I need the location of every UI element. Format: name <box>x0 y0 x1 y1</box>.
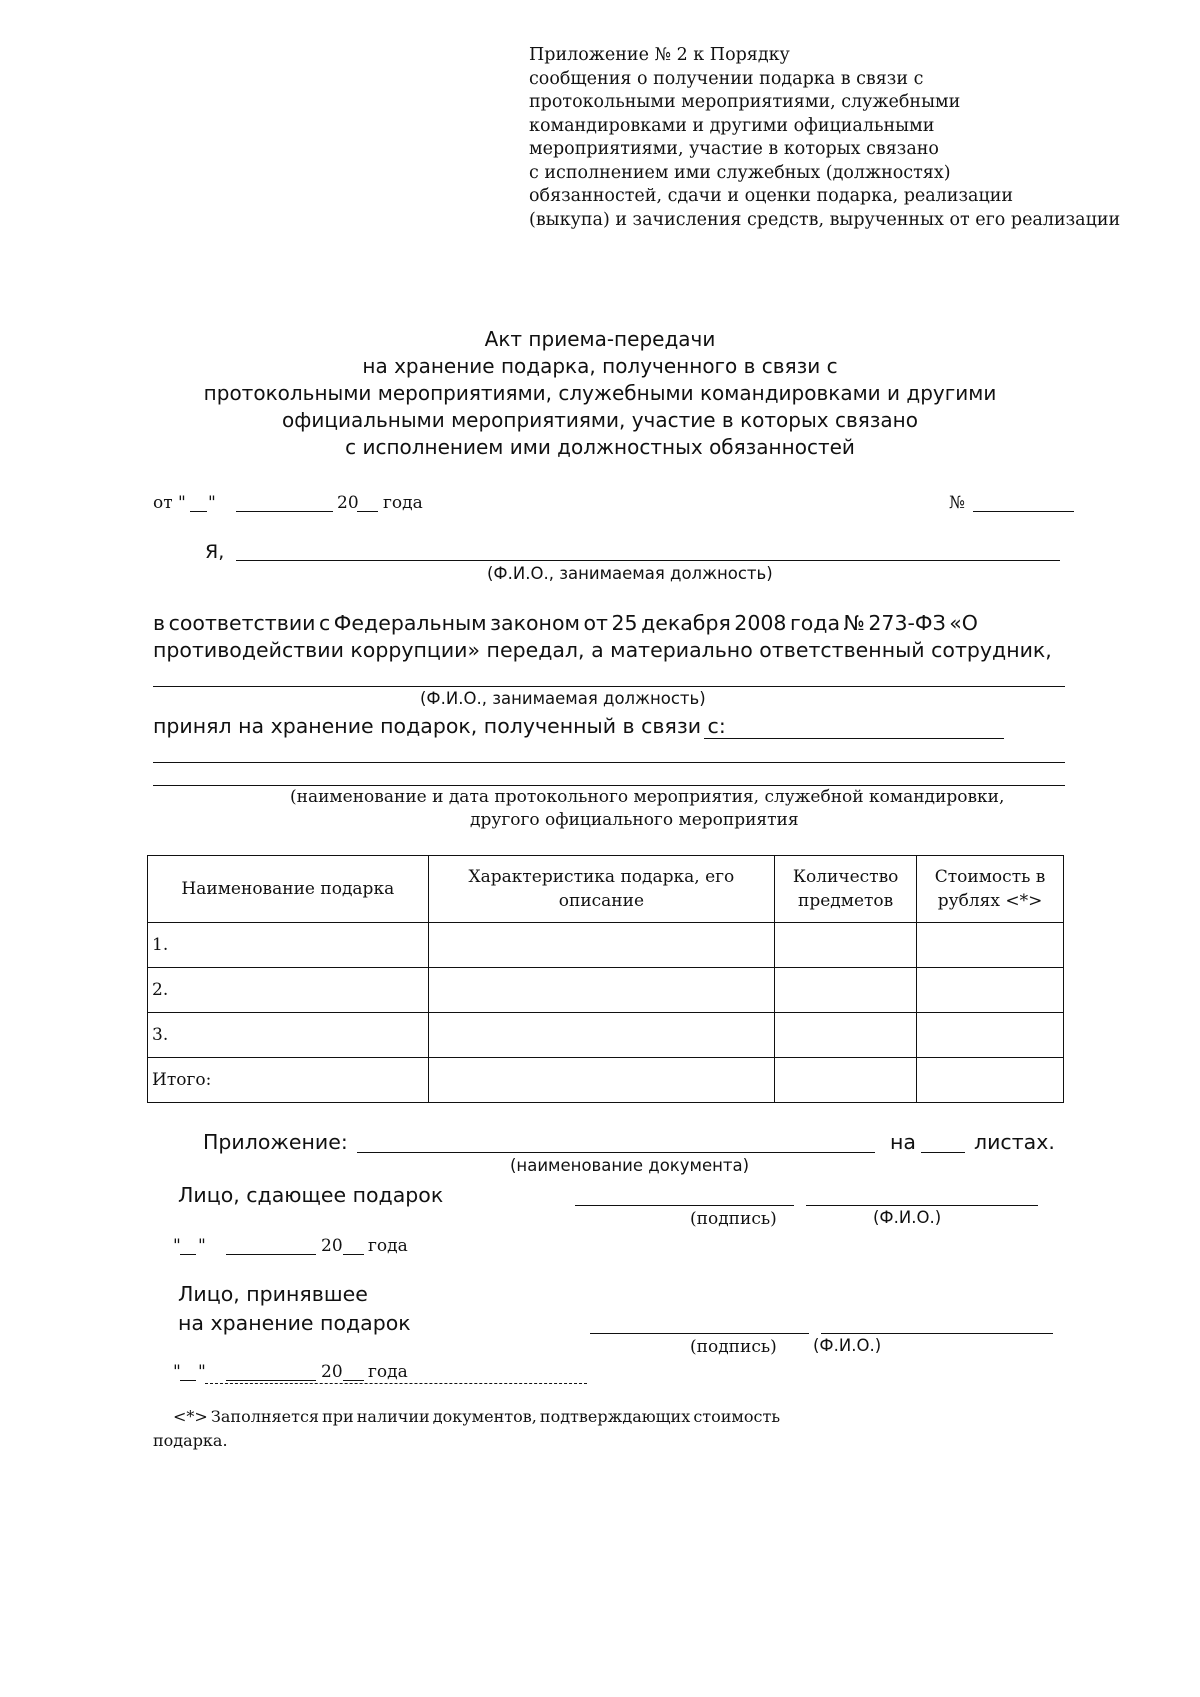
table-cell[interactable] <box>428 968 775 1013</box>
declarant-caption: (Ф.И.О., занимаемая должность) <box>487 564 773 583</box>
header-cost-line1: Стоимость в <box>934 867 1046 887</box>
header-gift-description <box>428 856 775 923</box>
title-line: официальными мероприятиями, участие в которых связано <box>282 408 918 432</box>
document-title <box>0 326 1200 461</box>
table-cell[interactable] <box>428 923 775 968</box>
receiver-signature-name-field[interactable] <box>821 1333 1053 1334</box>
body-line-1: в соответствии с Федеральным законом от 25 декабря 2008 года № 273-ФЗ «О <box>153 611 978 635</box>
receiver-caption: (Ф.И.О., занимаемая должность) <box>420 689 706 708</box>
date-from-prefix: от " <box>153 493 186 513</box>
receiver-date-close: " <box>198 1362 206 1382</box>
attachment-name-field[interactable] <box>357 1152 875 1153</box>
table-cell[interactable] <box>775 923 917 968</box>
giver-name-caption: (Ф.И.О.) <box>873 1208 942 1227</box>
table-cell[interactable] <box>917 1058 1064 1103</box>
receiver-year-prefix: 20 <box>321 1362 343 1382</box>
title-line: Акт приема-передачи <box>484 327 716 351</box>
row-label: 2. <box>148 968 429 1013</box>
row-label: Итого: <box>148 1058 429 1103</box>
receiver-name-caption: (Ф.И.О.) <box>813 1336 882 1355</box>
receiver-name-field[interactable] <box>153 686 1065 687</box>
event-field-2[interactable] <box>153 762 1065 763</box>
annex-reference <box>529 44 1120 232</box>
header-cost-line2: рублях <*> <box>937 891 1043 911</box>
table-cell[interactable] <box>775 968 917 1013</box>
table-cell[interactable] <box>917 923 1064 968</box>
attachment-sheets-field[interactable] <box>921 1152 965 1153</box>
date-year-field[interactable] <box>357 511 378 512</box>
attachment-on: на <box>890 1130 916 1154</box>
title-line: протокольными мероприятиями, служебными командировками и другими <box>203 381 997 405</box>
giver-name-field[interactable] <box>806 1205 1038 1206</box>
giver-label: Лицо, сдающее подарок <box>178 1183 444 1207</box>
receiver-year-field[interactable] <box>343 1380 364 1381</box>
annex-line: (выкупа) и зачисления средств, вырученных от его реализации <box>529 209 1121 230</box>
table-cell[interactable] <box>917 1013 1064 1058</box>
giver-year-suffix: года <box>368 1236 408 1256</box>
row-label: 3. <box>148 1013 429 1058</box>
date-day-field[interactable] <box>190 511 207 512</box>
giver-year-field[interactable] <box>343 1254 364 1255</box>
header-quantity <box>775 856 917 923</box>
act-number-field[interactable] <box>973 511 1074 512</box>
annex-line: мероприятиями, участие в которых связано <box>529 139 939 159</box>
header-gift-description-line1: Характеристика подарка, его <box>468 867 735 887</box>
header-gift-description-line2: описание <box>558 891 645 911</box>
receiver-signature-caption: (подпись) <box>690 1337 777 1357</box>
attachment-sheets: листах. <box>974 1130 1055 1154</box>
event-field-3[interactable] <box>153 785 1065 786</box>
table-cell[interactable] <box>917 968 1064 1013</box>
title-line: на хранение подарка, полученного в связи с <box>362 354 838 378</box>
table-cell[interactable] <box>428 1013 775 1058</box>
attachment-label: Приложение: <box>203 1130 348 1154</box>
receiver-signature-field[interactable] <box>590 1333 809 1334</box>
receiver-year-suffix: года <box>368 1362 408 1382</box>
table-cell[interactable] <box>775 1013 917 1058</box>
header-quantity-line2: предметов <box>797 891 894 911</box>
giver-signature-field[interactable] <box>575 1205 794 1206</box>
header-cost <box>917 856 1064 923</box>
date-quote-close: " <box>208 493 216 513</box>
gifts-table <box>147 855 1064 1103</box>
declarant-prefix: Я, <box>205 541 225 563</box>
table-header-row <box>148 856 1064 923</box>
table-row <box>148 968 1064 1013</box>
number-sign: № <box>949 493 966 513</box>
table-row <box>148 923 1064 968</box>
body-line-3: принял на хранение подарок, полученный в связи с: <box>153 714 726 738</box>
event-caption-2: другого официального мероприятия <box>470 810 799 830</box>
attachment-caption: (наименование документа) <box>510 1156 750 1175</box>
table-row <box>148 1013 1064 1058</box>
date-year-prefix: 20 <box>337 493 359 513</box>
table-cell[interactable] <box>428 1058 775 1103</box>
giver-date-day-field[interactable] <box>180 1254 196 1255</box>
row-label: 1. <box>148 923 429 968</box>
receiver-label-line1: Лицо, принявшее <box>178 1282 368 1306</box>
annex-line: Приложение № 2 к Порядку <box>529 45 790 65</box>
body-line-2: противодействии коррупции» передал, а материально ответственный сотрудник, <box>153 638 1052 662</box>
annex-line: обязанностей, сдачи и оценки подарка, реализации <box>529 186 1014 206</box>
event-field-1[interactable] <box>704 738 1004 739</box>
receiver-label-line2: на хранение подарок <box>178 1311 411 1335</box>
giver-date-close: " <box>198 1236 206 1256</box>
date-year-suffix: года <box>383 493 423 513</box>
table-row-total <box>148 1058 1064 1103</box>
giver-date-month-field[interactable] <box>226 1254 316 1255</box>
annex-line: командировками и другими официальными <box>529 115 935 136</box>
annex-line: с исполнением ими служебных (должностях) <box>529 162 951 183</box>
annex-line: протокольными мероприятиями, служебными <box>529 92 961 112</box>
declarant-name-field[interactable] <box>236 560 1060 561</box>
receiver-date-open: " <box>173 1362 181 1382</box>
header-quantity-line1: Количество <box>792 867 899 887</box>
table-cell[interactable] <box>775 1058 917 1103</box>
event-caption-1: (наименование и дата протокольного мероприятия, служебной командировки, <box>290 787 1005 807</box>
footnote-line-2: подарка. <box>153 1431 228 1450</box>
footnote-separator <box>205 1383 587 1384</box>
date-month-field[interactable] <box>236 511 333 512</box>
title-line: с исполнением ими должностных обязанностей <box>345 435 855 459</box>
header-gift-name-text: Наименование подарка <box>181 879 395 899</box>
header-gift-name <box>148 856 429 923</box>
giver-signature-caption: (подпись) <box>690 1209 777 1229</box>
giver-date-open: " <box>173 1236 181 1256</box>
annex-line: сообщения о получении подарка в связи с <box>529 68 924 89</box>
footnote-line-1: <*> Заполняется при наличии документов, подтверждающих стоимость <box>173 1407 781 1426</box>
giver-year-prefix: 20 <box>321 1236 343 1256</box>
receiver-date-day-field[interactable] <box>180 1380 196 1381</box>
receiver-date-month-field[interactable] <box>226 1380 316 1381</box>
